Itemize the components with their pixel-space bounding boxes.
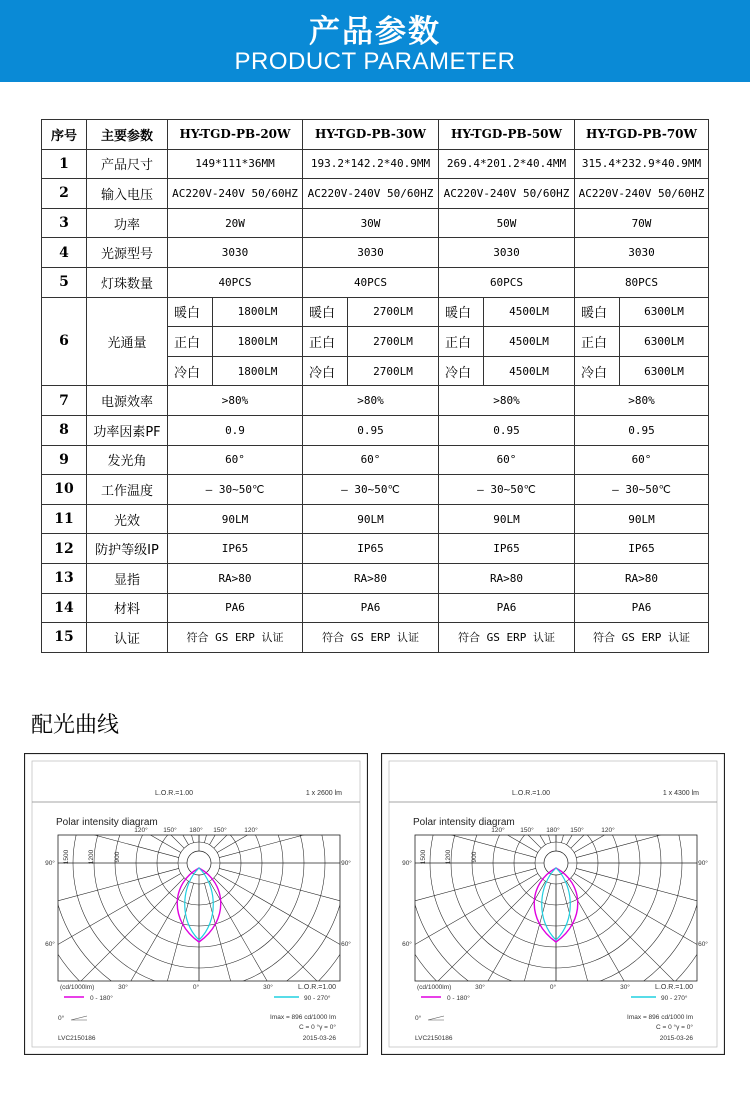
spec-table xyxy=(41,119,709,653)
lamp-flux-label: 1 x 4300 lm xyxy=(662,790,699,797)
flux-color-label: 冷白 xyxy=(575,356,620,386)
row-value: 3030 xyxy=(168,238,303,268)
row-value: 0.9 xyxy=(168,415,303,445)
row-value: 30W xyxy=(303,208,439,238)
table-row xyxy=(42,208,709,238)
center-circle xyxy=(544,851,568,875)
header-cell-model: HY-TGD-PB-50W xyxy=(439,120,575,150)
row-value: 315.4*232.9*40.9MM xyxy=(575,149,709,179)
angle-label-top: 180° xyxy=(546,827,560,834)
row-value: >80% xyxy=(439,386,575,416)
flux-value: 1800LM xyxy=(213,356,303,386)
radial-scale-label: 1200 xyxy=(445,849,452,865)
header-cell-model: HY-TGD-PB-30W xyxy=(303,120,439,150)
row-value: 60° xyxy=(439,445,575,475)
flux-value: 2700LM xyxy=(348,297,439,327)
row-index: 12 xyxy=(42,534,87,564)
row-value: 3030 xyxy=(575,238,709,268)
row-value: >80% xyxy=(303,386,439,416)
row-value: PA6 xyxy=(168,593,303,623)
row-value: 60° xyxy=(303,445,439,475)
row-value: RA>80 xyxy=(575,563,709,593)
angle-label-bottom: 0° xyxy=(192,984,200,991)
row-value: 符合 GS ERP 认证 xyxy=(575,623,709,653)
row-param-name: 发光角 xyxy=(87,445,168,475)
table-row xyxy=(42,504,709,534)
row-index: 10 xyxy=(42,475,87,505)
row-value: PA6 xyxy=(439,593,575,623)
row-value: 90LM xyxy=(439,504,575,534)
flux-color-label: 正白 xyxy=(168,327,213,357)
angle-label-top: 150° xyxy=(213,827,227,834)
section-title: 配光曲线 xyxy=(31,713,120,738)
header-banner xyxy=(0,0,750,82)
row-value: AC220V-240V 50/60HZ xyxy=(303,179,439,209)
flux-color-label: 暖白 xyxy=(575,297,620,327)
row-value: 90LM xyxy=(303,504,439,534)
light-distribution-diagram-1 xyxy=(24,753,368,1055)
row-value: PA6 xyxy=(575,593,709,623)
row-index: 14 xyxy=(42,593,87,623)
angle-label-right-60: 60° xyxy=(341,941,351,948)
row-param-name: 工作温度 xyxy=(87,475,168,505)
row-value: 269.4*201.2*40.4MM xyxy=(439,149,575,179)
radial-scale-label: 900 xyxy=(471,851,478,863)
angle-label-top: 120° xyxy=(491,827,505,834)
row-value: — 30~50℃ xyxy=(303,475,439,505)
flux-value: 2700LM xyxy=(348,356,439,386)
radial-scale-label: 1200 xyxy=(88,849,95,865)
row-param-name: 电源效率 xyxy=(87,386,168,416)
c-gamma-label: C = 0 °γ = 0° xyxy=(299,1024,336,1031)
row-value: RA>80 xyxy=(168,563,303,593)
row-param-name: 认证 xyxy=(87,623,168,653)
code-label: LVC2150186 xyxy=(58,1035,96,1042)
flux-value: 4500LM xyxy=(484,297,575,327)
angle-label-left-90: 90° xyxy=(402,860,412,867)
row-value: 3030 xyxy=(303,238,439,268)
row-value: 符合 GS ERP 认证 xyxy=(168,623,303,653)
row-value: IP65 xyxy=(168,534,303,564)
row-index: 3 xyxy=(42,208,87,238)
flux-value: 2700LM xyxy=(348,327,439,357)
row-value: 193.2*142.2*40.9MM xyxy=(303,149,439,179)
angle-label-left-90: 90° xyxy=(45,860,55,867)
row-param-name: 灯珠数量 xyxy=(87,267,168,297)
page-title: 产品参数 xyxy=(309,14,441,50)
angle-label-bottom: 0° xyxy=(549,984,557,991)
flux-value: 4500LM xyxy=(484,356,575,386)
table-row xyxy=(42,475,709,505)
row-param-name: 光效 xyxy=(87,504,168,534)
header-cell-index: 序号 xyxy=(42,120,87,150)
flux-color-label: 正白 xyxy=(439,327,484,357)
angle-label-top: 180° xyxy=(189,827,203,834)
row-index: 1 xyxy=(42,149,87,179)
date-label: 2015-03-26 xyxy=(659,1035,693,1042)
imax-label: Imax = 896 cd/1000 lm xyxy=(270,1014,336,1021)
lor-bottom-label: L.O.R.=1.00 xyxy=(298,984,336,991)
row-value: — 30~50℃ xyxy=(168,475,303,505)
row-value: IP65 xyxy=(575,534,709,564)
angle-label-bottom: 30° xyxy=(620,984,630,991)
table-row xyxy=(42,623,709,653)
angle-label-right-60: 60° xyxy=(698,941,708,948)
flux-color-label: 暖白 xyxy=(303,297,348,327)
c-gamma-label: C = 0 °γ = 0° xyxy=(656,1024,693,1031)
radial-scale-label: 900 xyxy=(114,851,121,863)
row-value: >80% xyxy=(575,386,709,416)
lor-top-label: L.O.R.=1.00 xyxy=(512,790,550,797)
angle-label-top: 120° xyxy=(244,827,258,834)
row-param-name: 产品尺寸 xyxy=(87,149,168,179)
lor-top-label: L.O.R.=1.00 xyxy=(155,790,193,797)
diagram-title: Polar intensity diagram xyxy=(413,817,515,828)
row-param-name: 输入电压 xyxy=(87,179,168,209)
code-label: LVC2150186 xyxy=(415,1035,453,1042)
row-index: 11 xyxy=(42,504,87,534)
row-param-name: 防护等级IP xyxy=(87,534,168,564)
angle-label-left-60: 60° xyxy=(402,941,412,948)
lamp-flux-label: 1 x 2600 lm xyxy=(305,790,342,797)
row-value: 60° xyxy=(575,445,709,475)
date-label: 2015-03-26 xyxy=(302,1035,336,1042)
row-index: 15 xyxy=(42,623,87,653)
legend-label-a: 0 - 180° xyxy=(447,995,470,1002)
row-value: RA>80 xyxy=(439,563,575,593)
row-value: — 30~50℃ xyxy=(575,475,709,505)
polar-diagram-svg xyxy=(24,753,368,1055)
row-value: 0.95 xyxy=(575,415,709,445)
row-value: 90LM xyxy=(168,504,303,534)
row-value: IP65 xyxy=(303,534,439,564)
flux-color-label: 暖白 xyxy=(168,297,213,327)
row-value: AC220V-240V 50/60HZ xyxy=(168,179,303,209)
table-row xyxy=(42,238,709,268)
row-value: PA6 xyxy=(303,593,439,623)
angle-label-top: 120° xyxy=(134,827,148,834)
flux-color-label: 正白 xyxy=(575,327,620,357)
table-row xyxy=(42,563,709,593)
row-value: 70W xyxy=(575,208,709,238)
flux-color-label: 冷白 xyxy=(303,356,348,386)
center-circle xyxy=(187,851,211,875)
row-param-name: 光源型号 xyxy=(87,238,168,268)
flux-value: 6300LM xyxy=(620,297,709,327)
diagram-title: Polar intensity diagram xyxy=(56,817,158,828)
flux-color-label: 暖白 xyxy=(439,297,484,327)
row-value: 符合 GS ERP 认证 xyxy=(439,623,575,653)
table-row xyxy=(42,386,709,416)
row-index: 6 xyxy=(42,297,87,386)
table-header-row xyxy=(42,120,709,150)
row-value: RA>80 xyxy=(303,563,439,593)
header-cell-model: HY-TGD-PB-70W xyxy=(575,120,709,150)
angle-label-bottom: 30° xyxy=(263,984,273,991)
table-row xyxy=(42,179,709,209)
flux-value: 6300LM xyxy=(620,356,709,386)
row-index: 9 xyxy=(42,445,87,475)
angle-label-right-90: 90° xyxy=(341,860,351,867)
row-index: 13 xyxy=(42,563,87,593)
table-row xyxy=(42,593,709,623)
table-row xyxy=(42,267,709,297)
light-distribution-diagram-2 xyxy=(381,753,725,1055)
table-row xyxy=(42,149,709,179)
row-index: 5 xyxy=(42,267,87,297)
row-value: — 30~50℃ xyxy=(439,475,575,505)
table-row xyxy=(42,415,709,445)
flux-value: 1800LM xyxy=(213,297,303,327)
row-value: 60PCS xyxy=(439,267,575,297)
flux-color-label: 正白 xyxy=(303,327,348,357)
angle-label-top: 120° xyxy=(601,827,615,834)
row-value: 50W xyxy=(439,208,575,238)
row-param-name: 功率 xyxy=(87,208,168,238)
legend-label-b: 90 - 270° xyxy=(661,995,688,1002)
row-value: 符合 GS ERP 认证 xyxy=(303,623,439,653)
row-value: 40PCS xyxy=(168,267,303,297)
row-value: 0.95 xyxy=(303,415,439,445)
row-param-name: 光通量 xyxy=(87,297,168,386)
angle-label-bottom: 30° xyxy=(475,984,485,991)
lor-bottom-label: L.O.R.=1.00 xyxy=(655,984,693,991)
row-value: 90LM xyxy=(575,504,709,534)
table-row-flux xyxy=(42,297,709,327)
row-value: 0.95 xyxy=(439,415,575,445)
row-value: IP65 xyxy=(439,534,575,564)
row-index: 7 xyxy=(42,386,87,416)
flux-value: 1800LM xyxy=(213,327,303,357)
row-value: 80PCS xyxy=(575,267,709,297)
row-value: AC220V-240V 50/60HZ xyxy=(575,179,709,209)
polar-diagram-svg xyxy=(381,753,725,1055)
header-cell-model: HY-TGD-PB-20W xyxy=(168,120,303,150)
row-param-name: 材料 xyxy=(87,593,168,623)
angle-label-top: 150° xyxy=(570,827,584,834)
legend-label-a: 0 - 180° xyxy=(90,995,113,1002)
zero-label: 0° xyxy=(415,1015,422,1022)
row-index: 2 xyxy=(42,179,87,209)
row-value: 3030 xyxy=(439,238,575,268)
legend-label-b: 90 - 270° xyxy=(304,995,331,1002)
row-index: 8 xyxy=(42,415,87,445)
angle-label-right-90: 90° xyxy=(698,860,708,867)
table-row xyxy=(42,445,709,475)
flux-value: 6300LM xyxy=(620,327,709,357)
row-value: 149*111*36MM xyxy=(168,149,303,179)
flux-color-label: 冷白 xyxy=(439,356,484,386)
row-value: AC220V-240V 50/60HZ xyxy=(439,179,575,209)
radial-scale-label: 1500 xyxy=(420,849,427,865)
flux-value: 4500LM xyxy=(484,327,575,357)
row-value: 40PCS xyxy=(303,267,439,297)
unit-label: (cd/1000lm) xyxy=(417,984,452,991)
unit-label: (cd/1000lm) xyxy=(60,984,95,991)
row-param-name: 显指 xyxy=(87,563,168,593)
row-value: >80% xyxy=(168,386,303,416)
header-cell-param: 主要参数 xyxy=(87,120,168,150)
angle-label-top: 150° xyxy=(520,827,534,834)
table-row xyxy=(42,534,709,564)
row-param-name: 功率因素PF xyxy=(87,415,168,445)
flux-color-label: 冷白 xyxy=(168,356,213,386)
angle-label-top: 150° xyxy=(163,827,177,834)
imax-label: Imax = 896 cd/1000 lm xyxy=(627,1014,693,1021)
page-subtitle: PRODUCT PARAMETER xyxy=(234,48,516,75)
row-value: 60° xyxy=(168,445,303,475)
angle-label-bottom: 30° xyxy=(118,984,128,991)
radial-scale-label: 1500 xyxy=(63,849,70,865)
zero-label: 0° xyxy=(58,1015,65,1022)
row-index: 4 xyxy=(42,238,87,268)
row-value: 20W xyxy=(168,208,303,238)
angle-label-left-60: 60° xyxy=(45,941,55,948)
